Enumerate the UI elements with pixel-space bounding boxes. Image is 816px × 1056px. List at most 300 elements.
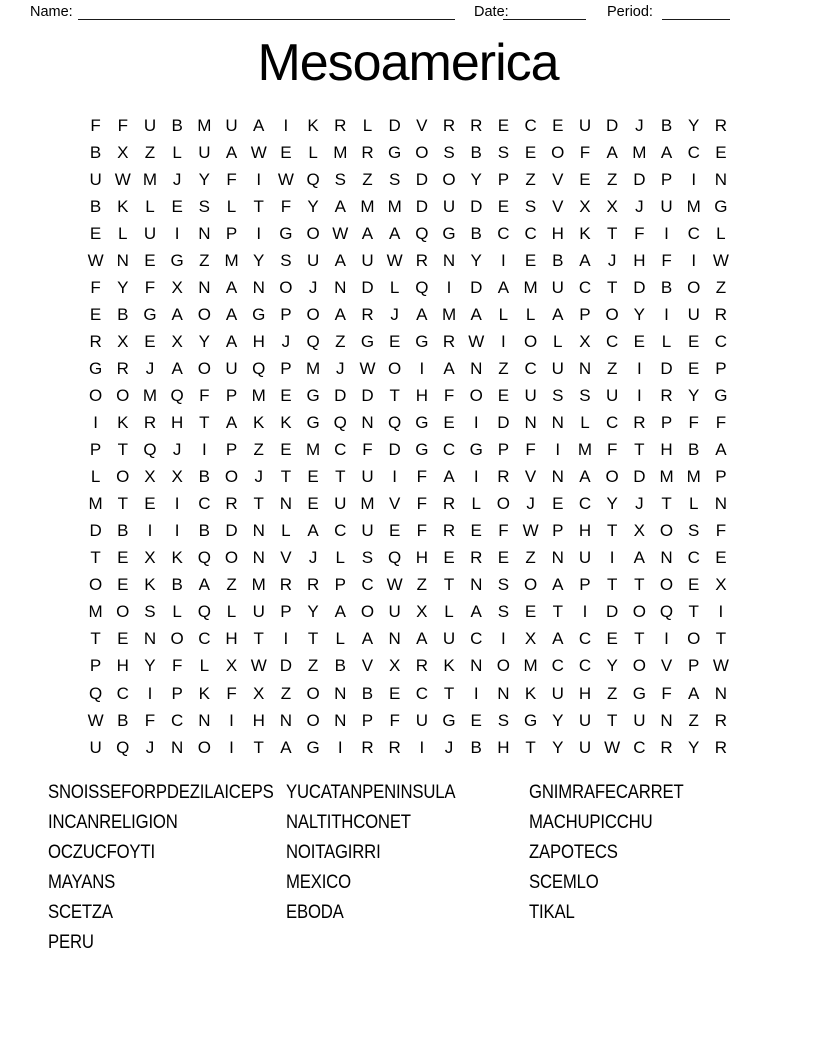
word-list-item: GNIMRAFECARRET: [529, 782, 684, 803]
grid-letter: R: [497, 467, 510, 487]
grid-letter: I: [174, 494, 180, 514]
grid-letter: S: [388, 169, 401, 189]
grid-letter: T: [606, 521, 618, 541]
grid-letter: E: [579, 169, 591, 189]
grid-letter: Y: [117, 277, 129, 297]
grid-letter: X: [579, 331, 591, 351]
word-list-item: SCETZA: [48, 902, 113, 923]
grid-letter: R: [442, 494, 456, 514]
word-list-item: ZAPOTECS: [529, 842, 618, 863]
grid-letter: X: [171, 467, 183, 487]
grid-letter: I: [229, 737, 234, 757]
word-list-item: OCZUCFOYTI: [48, 842, 155, 863]
grid-letter: R: [660, 737, 673, 757]
grid-letter: I: [419, 358, 425, 378]
grid-letter: F: [661, 250, 672, 270]
grid-letter: Z: [606, 683, 618, 703]
grid-letter: B: [660, 277, 673, 297]
grid-letter: M: [686, 467, 701, 487]
grid-letter: E: [552, 494, 564, 514]
grid-letter: A: [307, 521, 319, 541]
grid-letter: T: [280, 467, 292, 487]
word-list-item: SNOISSEFORPDEZILAICEPS: [48, 782, 274, 803]
grid-letter: W: [712, 656, 729, 676]
word-list-column-3: [529, 778, 705, 928]
grid-letter: N: [116, 250, 129, 270]
grid-letter: K: [198, 683, 211, 703]
grid-letter: B: [660, 115, 673, 135]
grid-letter: R: [660, 385, 673, 405]
grid-letter: E: [89, 304, 102, 324]
grid-letter: P: [688, 656, 700, 676]
grid-letter: L: [145, 196, 155, 216]
grid-letter: N: [551, 467, 564, 487]
grid-letter: I: [473, 683, 479, 703]
grid-letter: S: [443, 142, 455, 162]
grid-letter: U: [442, 629, 456, 649]
grid-letter: T: [117, 440, 128, 460]
grid-letter: I: [582, 602, 588, 622]
grid-letter: X: [117, 142, 129, 162]
grid-letter: Y: [688, 115, 700, 135]
grid-letter: P: [280, 602, 292, 622]
grid-letter: E: [144, 331, 156, 351]
grid-letter: C: [361, 575, 374, 595]
grid-letter: G: [306, 737, 320, 757]
grid-letter: P: [660, 169, 673, 189]
grid-letter: M: [88, 602, 103, 622]
grid-letter: H: [578, 521, 592, 541]
grid-letter: I: [201, 440, 207, 460]
grid-letter: C: [578, 494, 592, 514]
grid-letter: I: [501, 250, 506, 270]
grid-letter: Q: [333, 413, 347, 433]
grid-letter: B: [334, 656, 346, 676]
grid-letter: G: [388, 142, 402, 162]
word-list-item: PERU: [48, 932, 94, 953]
grid-letter: V: [552, 169, 564, 189]
grid-letter: J: [172, 440, 182, 460]
grid-letter: O: [197, 737, 211, 757]
grid-letter: I: [664, 629, 669, 649]
grid-letter: E: [307, 494, 319, 514]
grid-letter: C: [334, 440, 347, 460]
grid-letter: J: [336, 358, 345, 378]
grid-letter: R: [361, 142, 374, 162]
grid-letter: I: [664, 304, 669, 324]
grid-letter: L: [226, 196, 237, 216]
grid-letter: P: [280, 304, 292, 324]
grid-letter: D: [361, 277, 374, 297]
grid-letter: L: [199, 656, 210, 676]
grid-letter: X: [144, 467, 156, 487]
grid-letter: R: [225, 494, 238, 514]
grid-letter: Y: [470, 169, 482, 189]
grid-letter: E: [497, 548, 510, 568]
word-list-item: TIKAL: [529, 902, 575, 923]
grid-letter: G: [170, 250, 184, 270]
grid-letter: H: [551, 223, 564, 243]
grid-letter: Q: [143, 440, 157, 460]
grid-letter: F: [688, 413, 699, 433]
grid-letter: R: [714, 710, 728, 730]
grid-letter: T: [253, 494, 264, 514]
grid-letter: E: [688, 358, 700, 378]
grid-letter: D: [660, 358, 673, 378]
grid-letter: D: [89, 521, 102, 541]
grid-letter: P: [225, 385, 238, 405]
grid-letter: F: [199, 385, 210, 405]
grid-letter: A: [334, 196, 346, 216]
grid-letter: A: [225, 413, 238, 433]
grid-letter: S: [198, 196, 211, 216]
grid-letter: F: [280, 196, 292, 216]
word-list-item: YUCATANPENINSULA: [286, 782, 456, 803]
grid-letter: E: [715, 142, 727, 162]
grid-letter: C: [578, 277, 592, 297]
grid-letter: A: [225, 331, 238, 351]
grid-letter: A: [416, 629, 428, 649]
grid-letter: T: [117, 494, 128, 514]
grid-letter: R: [306, 575, 320, 595]
grid-letter: C: [497, 223, 510, 243]
grid-letter: N: [252, 521, 265, 541]
grid-letter: Y: [688, 385, 700, 405]
grid-letter: F: [90, 277, 101, 297]
grid-letter: M: [224, 250, 239, 270]
grid-letter: M: [441, 304, 457, 324]
grid-letter: P: [497, 169, 510, 189]
grid-letter: T: [688, 602, 699, 622]
grid-letter: N: [470, 358, 483, 378]
grid-letter: O: [388, 358, 402, 378]
grid-letter: P: [89, 440, 102, 460]
grid-letter: D: [470, 277, 483, 297]
grid-letter: P: [89, 656, 102, 676]
grid-letter: Z: [335, 331, 346, 351]
grid-letter: B: [470, 142, 482, 162]
grid-letter: J: [635, 196, 644, 216]
grid-letter: L: [716, 223, 726, 243]
grid-letter: Z: [416, 575, 428, 595]
grid-letter: S: [524, 196, 537, 216]
word-list-column-2: [286, 778, 478, 928]
grid-letter: C: [606, 413, 619, 433]
grid-letter: W: [359, 358, 376, 378]
grid-letter: Y: [606, 494, 618, 514]
grid-letter: W: [114, 169, 131, 189]
grid-letter: N: [198, 277, 211, 297]
grid-letter: L: [525, 304, 536, 324]
grid-letter: I: [283, 629, 289, 649]
grid-letter: R: [388, 737, 401, 757]
grid-letter: G: [88, 358, 103, 378]
grid-letter: M: [360, 494, 375, 514]
grid-letter: A: [715, 440, 727, 460]
grid-letter: U: [524, 385, 537, 405]
grid-letter: I: [691, 250, 697, 270]
grid-letter: U: [388, 602, 401, 622]
grid-letter: A: [552, 304, 564, 324]
grid-letter: U: [633, 710, 646, 730]
grid-letter: W: [250, 656, 267, 676]
grid-letter: S: [688, 521, 700, 541]
grid-letter: D: [470, 196, 483, 216]
grid-letter: A: [334, 250, 346, 270]
grid-letter: D: [388, 440, 401, 460]
grid-letter: I: [501, 331, 506, 351]
grid-letter: U: [361, 521, 374, 541]
grid-letter: N: [660, 548, 673, 568]
grid-letter: O: [551, 142, 565, 162]
grid-letter: R: [361, 737, 374, 757]
grid-letter: G: [252, 304, 266, 324]
grid-letter: T: [90, 548, 101, 568]
grid-letter: G: [306, 413, 320, 433]
grid-letter: W: [386, 575, 403, 595]
grid-letter: E: [524, 250, 537, 270]
grid-letter: K: [117, 413, 129, 433]
grid-letter: J: [145, 358, 155, 378]
grid-letter: W: [87, 710, 104, 730]
grid-letter: H: [578, 683, 592, 703]
grid-letter: E: [388, 331, 401, 351]
grid-letter: N: [714, 683, 728, 703]
grid-letter: F: [498, 521, 509, 541]
grid-letter: E: [280, 385, 292, 405]
grid-letter: D: [633, 169, 646, 189]
grid-letter: U: [687, 304, 700, 324]
grid-letter: M: [387, 196, 402, 216]
grid-letter: P: [579, 575, 591, 595]
grid-letter: S: [144, 602, 156, 622]
grid-letter: O: [306, 683, 320, 703]
grid-letter: K: [280, 413, 292, 433]
word-list-item: MEXICO: [286, 872, 351, 893]
grid-letter: B: [117, 521, 129, 541]
grid-letter: A: [579, 250, 591, 270]
grid-letter: S: [497, 710, 510, 730]
grid-letter: X: [253, 683, 265, 703]
grid-letter: Q: [197, 548, 211, 568]
grid-letter: L: [118, 223, 128, 243]
grid-letter: M: [251, 575, 266, 595]
grid-letter: L: [172, 142, 182, 162]
grid-letter: O: [687, 277, 701, 297]
grid-letter: G: [415, 440, 429, 460]
grid-letter: A: [198, 575, 211, 595]
grid-letter: O: [496, 656, 511, 676]
grid-letter: C: [714, 331, 728, 351]
grid-letter: I: [392, 467, 398, 487]
grid-letter: K: [253, 413, 265, 433]
grid-letter: E: [388, 683, 401, 703]
grid-letter: Z: [307, 656, 319, 676]
grid-letter: B: [470, 737, 482, 757]
grid-letter: O: [659, 521, 674, 541]
grid-letter: G: [415, 413, 429, 433]
grid-letter: A: [660, 142, 673, 162]
grid-letter: Q: [306, 169, 320, 189]
grid-letter: J: [308, 548, 318, 568]
grid-letter: X: [416, 602, 428, 622]
grid-letter: I: [636, 385, 642, 405]
grid-letter: H: [225, 629, 238, 649]
grid-letter: R: [279, 575, 293, 595]
grid-letter: P: [715, 467, 727, 487]
grid-letter: X: [171, 277, 183, 297]
grid-letter: C: [171, 710, 184, 730]
grid-letter: N: [334, 710, 347, 730]
grid-letter: Y: [688, 737, 700, 757]
grid-letter: F: [144, 710, 156, 730]
grid-letter: H: [252, 710, 265, 730]
grid-letter: L: [661, 331, 672, 351]
grid-letter: H: [171, 413, 184, 433]
grid-letter: J: [254, 467, 263, 487]
grid-letter: U: [89, 169, 102, 189]
grid-letter: V: [660, 656, 673, 676]
grid-letter: N: [470, 575, 483, 595]
grid-letter: Q: [252, 358, 266, 378]
grid-letter: N: [524, 413, 537, 433]
grid-letter: A: [225, 304, 238, 324]
grid-letter: I: [229, 710, 234, 730]
grid-letter: D: [415, 169, 428, 189]
grid-letter: N: [551, 413, 564, 433]
grid-letter: W: [522, 521, 539, 541]
grid-letter: O: [306, 710, 320, 730]
grid-letter: Y: [198, 169, 211, 189]
grid-letter: C: [687, 223, 700, 243]
grid-letter: A: [552, 575, 564, 595]
grid-letter: C: [524, 223, 537, 243]
grid-letter: J: [635, 494, 644, 514]
grid-letter: Y: [552, 710, 564, 730]
grid-letter: F: [90, 115, 101, 135]
grid-letter: A: [443, 358, 455, 378]
grid-letter: L: [389, 277, 400, 297]
grid-letter: G: [714, 196, 728, 216]
grid-letter: Q: [306, 331, 320, 351]
period-label: Period:: [607, 4, 653, 20]
grid-letter: T: [253, 196, 264, 216]
grid-letter: D: [497, 413, 510, 433]
grid-letter: P: [225, 223, 238, 243]
grid-letter: Z: [606, 358, 618, 378]
grid-letter: N: [252, 548, 265, 568]
grid-letter: B: [171, 115, 183, 135]
grid-letter: Y: [198, 331, 211, 351]
grid-letter: B: [552, 250, 564, 270]
grid-letter: T: [634, 440, 645, 460]
grid-letter: R: [415, 250, 428, 270]
grid-letter: J: [145, 737, 155, 757]
grid-letter: D: [606, 115, 619, 135]
grid-letter: S: [280, 250, 292, 270]
grid-letter: H: [415, 385, 428, 405]
grid-letter: D: [633, 467, 646, 487]
grid-letter: I: [174, 521, 180, 541]
grid-letter: R: [361, 304, 374, 324]
grid-letter: E: [715, 548, 727, 568]
grid-letter: A: [579, 467, 591, 487]
grid-letter: A: [606, 142, 618, 162]
grid-letter: F: [389, 710, 400, 730]
grid-letter: Y: [307, 602, 319, 622]
grid-letter: E: [688, 575, 700, 595]
grid-letter: O: [523, 331, 538, 351]
grid-letter: Y: [144, 656, 156, 676]
grid-letter: F: [144, 277, 156, 297]
grid-letter: R: [470, 115, 483, 135]
grid-letter: C: [198, 629, 211, 649]
grid-letter: T: [661, 494, 672, 514]
grid-letter: I: [147, 521, 153, 541]
grid-letter: A: [334, 304, 346, 324]
grid-letter: Y: [606, 656, 618, 676]
grid-letter: X: [715, 575, 727, 595]
grid-letter: M: [577, 440, 593, 460]
grid-letter: Q: [170, 385, 184, 405]
grid-letter: D: [415, 196, 428, 216]
grid-letter: Z: [715, 277, 727, 297]
grid-letter: J: [390, 304, 399, 324]
grid-letter: U: [551, 683, 564, 703]
grid-letter: U: [252, 602, 265, 622]
grid-letter: E: [688, 331, 700, 351]
grid-letter: N: [470, 656, 483, 676]
grid-letter: I: [473, 467, 479, 487]
grid-letter: I: [419, 737, 425, 757]
grid-letter: G: [714, 385, 728, 405]
grid-letter: O: [224, 548, 239, 568]
grid-letter: Q: [116, 737, 130, 757]
grid-letter: D: [279, 656, 293, 676]
grid-letter: M: [197, 115, 212, 135]
grid-letter: U: [225, 358, 238, 378]
grid-letter: F: [362, 440, 373, 460]
grid-letter: O: [632, 602, 646, 622]
grid-letter: G: [469, 440, 483, 460]
grid-letter: C: [442, 440, 456, 460]
grid-letter: F: [579, 142, 591, 162]
grid-letter: T: [606, 575, 618, 595]
grid-letter: H: [497, 737, 510, 757]
grid-letter: U: [551, 358, 564, 378]
grid-letter: N: [578, 358, 592, 378]
grid-letter: H: [116, 656, 129, 676]
grid-letter: O: [605, 467, 619, 487]
grid-letter: X: [633, 521, 646, 541]
grid-letter: G: [442, 223, 456, 243]
grid-letter: X: [579, 196, 591, 216]
grid-letter: F: [634, 223, 645, 243]
grid-letter: E: [117, 548, 129, 568]
grid-letter: D: [361, 385, 374, 405]
grid-letter: R: [633, 413, 646, 433]
grid-letter: N: [660, 710, 673, 730]
grid-letter: I: [473, 413, 479, 433]
grid-letter: V: [416, 115, 428, 135]
grid-letter: P: [552, 521, 564, 541]
grid-letter: A: [633, 548, 646, 568]
grid-letter: W: [250, 142, 267, 162]
grid-letter: N: [361, 413, 374, 433]
page-title: Mesoamerica: [257, 34, 559, 92]
grid-letter: C: [606, 331, 619, 351]
grid-letter: B: [117, 710, 129, 730]
